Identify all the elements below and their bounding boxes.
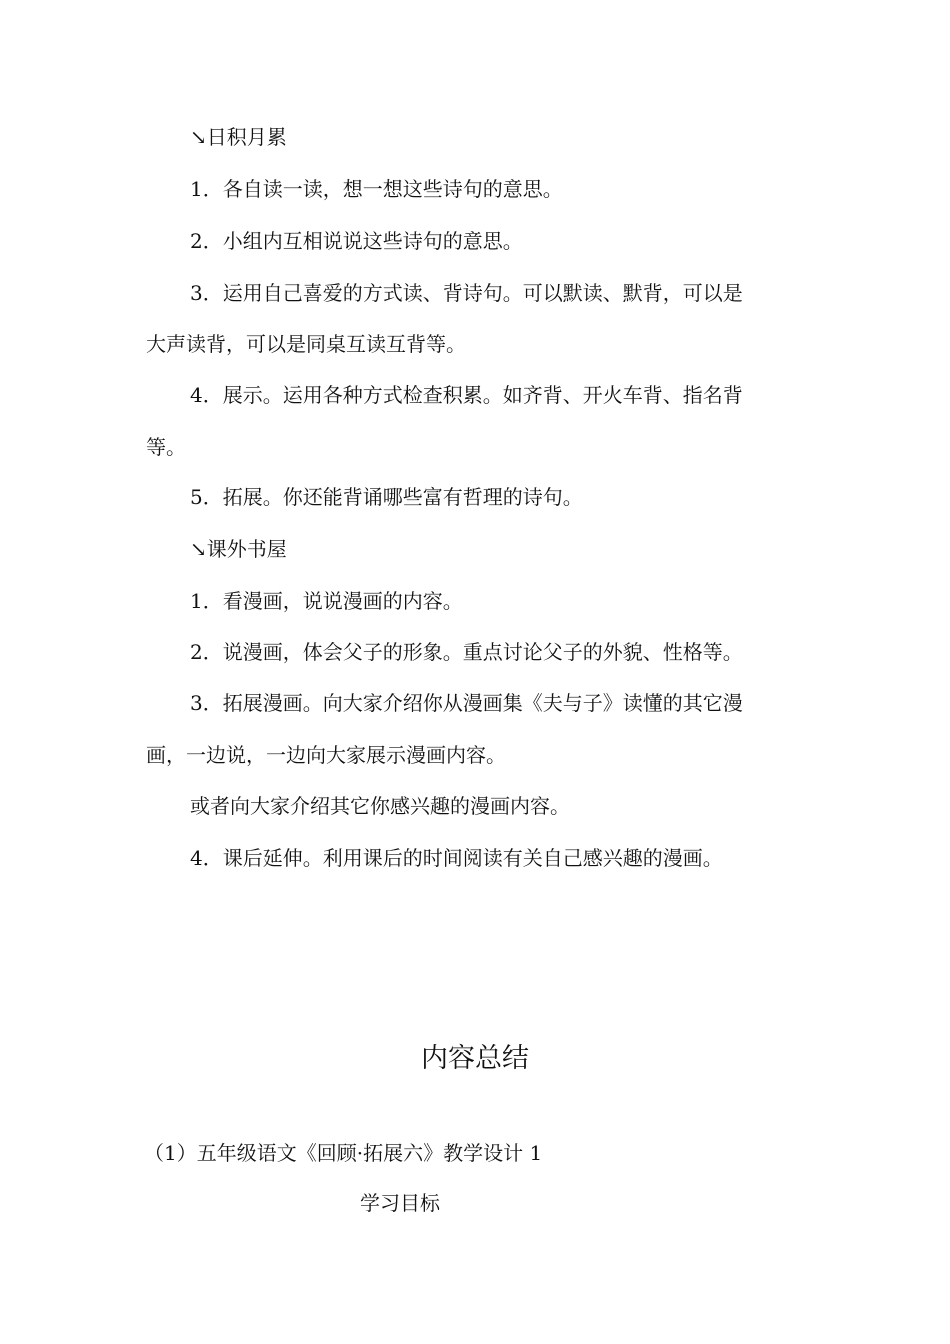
section-heading-reading-room: ↘课外书屋 [190, 537, 287, 561]
list-item: 或者向大家介绍其它你感兴趣的漫画内容。 [190, 794, 570, 818]
list-item: 2．说漫画，体会父子的形象。重点讨论父子的外貌、性格等。 [190, 640, 743, 664]
section-heading-daily-accumulation: ↘日积月累 [190, 125, 287, 149]
list-item: 3．运用自己喜爱的方式读、背诗句。可以默读、默背，可以是 [190, 281, 743, 305]
list-item-continuation: 画，一边说，一边向大家展示漫画内容。 [146, 743, 506, 767]
list-item: 4．展示。运用各种方式检查积累。如齐背、开火车背、指名背 [190, 383, 743, 407]
list-item: 4．课后延伸。利用课后的时间阅读有关自己感兴趣的漫画。 [190, 846, 723, 870]
summary-title: 内容总结 [421, 1043, 529, 1074]
summary-item: （1）五年级语文《回顾·拓展六》教学设计 1 [144, 1141, 543, 1165]
list-item-continuation: 等。 [146, 435, 186, 459]
list-item: 1．各自读一读，想一想这些诗句的意思。 [190, 177, 563, 201]
list-item-continuation: 大声读背，可以是同桌互读互背等。 [146, 332, 466, 356]
learning-objectives-heading: 学习目标 [360, 1191, 440, 1215]
list-item: 5．拓展。你还能背诵哪些富有哲理的诗句。 [190, 485, 583, 509]
list-item: 1．看漫画，说说漫画的内容。 [190, 589, 463, 613]
list-item: 3．拓展漫画。向大家介绍你从漫画集《夫与子》读懂的其它漫 [190, 691, 743, 715]
list-item: 2．小组内互相说说这些诗句的意思。 [190, 229, 523, 253]
